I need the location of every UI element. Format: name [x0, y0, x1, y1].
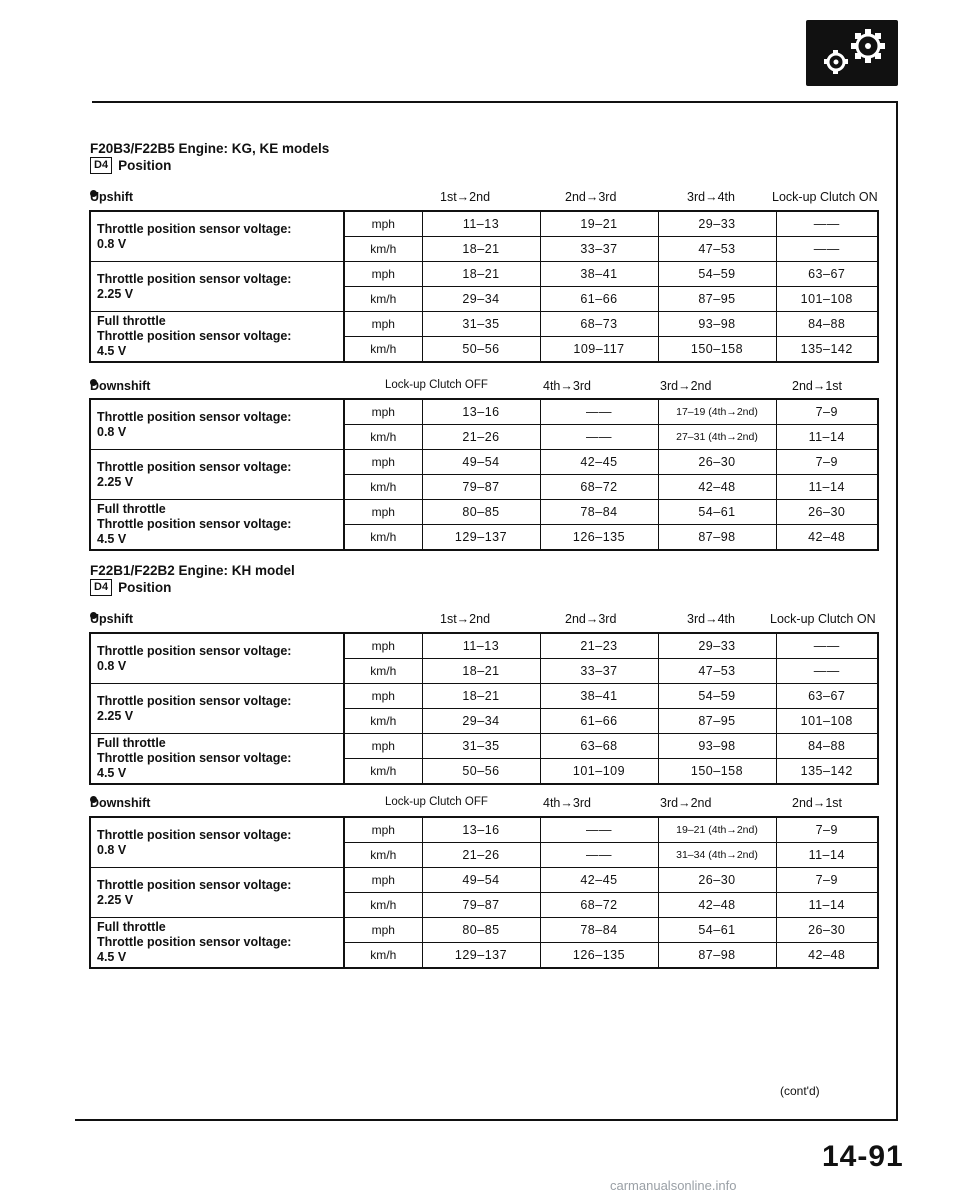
speed-cell: 54–59: [658, 262, 776, 287]
speed-cell: 42–45: [540, 450, 658, 475]
col-header: 3rd→2nd: [660, 379, 712, 393]
speed-cell: 61–66: [540, 709, 658, 734]
condition-label-line: Throttle position sensor voltage:: [97, 459, 292, 474]
condition-label: [90, 450, 344, 500]
unit-cell: km/h: [344, 893, 422, 918]
speed-cell: 18–21: [422, 684, 540, 709]
unit-cell: km/h: [344, 425, 422, 450]
condition-label-line: 0.8 V: [97, 658, 127, 673]
mode-text: Upshift: [90, 612, 134, 626]
position-label: Position: [118, 580, 172, 595]
unit-cell: mph: [344, 450, 422, 475]
unit-cell: km/h: [344, 337, 422, 363]
unit-cell: km/h: [344, 709, 422, 734]
unit-cell: mph: [344, 918, 422, 943]
speed-cell: 54–61: [658, 500, 776, 525]
table-row: [90, 500, 878, 525]
unit-cell: mph: [344, 500, 422, 525]
speed-cell: ——: [540, 843, 658, 868]
col-header: 4th→3rd: [543, 796, 591, 810]
mode-text: Upshift: [90, 190, 134, 204]
upshift-header: [90, 612, 880, 630]
speed-cell: 21–26: [422, 843, 540, 868]
condition-label: [90, 918, 344, 969]
speed-cell: 26–30: [776, 918, 878, 943]
speed-cell: 31–35: [422, 312, 540, 337]
mode-text: Downshift: [90, 796, 151, 810]
speed-cell: 27–31 (4th→2nd): [658, 425, 776, 450]
table-row: [90, 684, 878, 709]
condition-label: [90, 684, 344, 734]
speed-cell: 49–54: [422, 450, 540, 475]
condition-label-line: Full throttle: [97, 502, 166, 516]
speed-cell: 63–68: [540, 734, 658, 759]
speed-cell: 87–95: [658, 709, 776, 734]
speed-cell: 101–109: [540, 759, 658, 785]
condition-label: [90, 211, 344, 262]
speed-cell: 93–98: [658, 312, 776, 337]
speed-cell: 29–34: [422, 709, 540, 734]
speed-cell: 47–53: [658, 237, 776, 262]
col-header: 2nd→3rd: [565, 612, 617, 626]
speed-cell: 26–30: [658, 450, 776, 475]
condition-label: [90, 734, 344, 785]
speed-cell: 11–14: [776, 475, 878, 500]
speed-cell: 84–88: [776, 312, 878, 337]
speed-cell: 78–84: [540, 918, 658, 943]
condition-label-line: Throttle position sensor voltage:: [97, 935, 292, 949]
speed-cell: 13–16: [422, 817, 540, 843]
position-line: [90, 157, 171, 174]
speed-cell: 87–95: [658, 287, 776, 312]
col-header: Lock-up Clutch ON: [770, 612, 876, 626]
speed-cell: ——: [776, 211, 878, 237]
continued-note: (cont'd): [780, 1084, 820, 1098]
speed-cell: 11–13: [422, 211, 540, 237]
speed-cell: ——: [776, 633, 878, 659]
unit-cell: mph: [344, 399, 422, 425]
unit-cell: km/h: [344, 475, 422, 500]
bottom-rule: [75, 1119, 898, 1121]
speed-cell: 126–135: [540, 525, 658, 551]
condition-label-line: Throttle position sensor voltage:: [97, 329, 292, 343]
condition-label: [90, 500, 344, 551]
col-header: 3rd→4th: [687, 612, 735, 626]
shift-table: [89, 210, 879, 363]
speed-cell: 79–87: [422, 475, 540, 500]
speed-cell: 129–137: [422, 943, 540, 969]
col-header: Lock-up Clutch ON: [772, 190, 878, 204]
col-header: Lock-up Clutch OFF: [385, 379, 488, 391]
speed-cell: 7–9: [776, 817, 878, 843]
col-header: 1st→2nd: [440, 190, 491, 204]
speed-cell: 84–88: [776, 734, 878, 759]
condition-label-line: Throttle position sensor voltage:: [97, 877, 292, 892]
unit-cell: mph: [344, 262, 422, 287]
table-row: [90, 868, 878, 893]
speed-cell: 17–19 (4th→2nd): [658, 399, 776, 425]
speed-cell: 68–72: [540, 475, 658, 500]
condition-label: [90, 868, 344, 918]
speed-cell: 26–30: [658, 868, 776, 893]
table-row: [90, 450, 878, 475]
watermark: carmanualsonline.info: [610, 1178, 737, 1193]
condition-label-line: 4.5 V: [97, 766, 127, 780]
unit-cell: km/h: [344, 525, 422, 551]
speed-cell: 79–87: [422, 893, 540, 918]
col-header: 4th→3rd: [543, 379, 591, 393]
table-row: [90, 312, 878, 337]
condition-label-line: 4.5 V: [97, 532, 127, 546]
right-rule: [896, 101, 898, 1121]
speed-cell: 54–61: [658, 918, 776, 943]
speed-cell: ——: [540, 399, 658, 425]
table-row: [90, 817, 878, 843]
speed-cell: 29–34: [422, 287, 540, 312]
page-number: 14-91: [822, 1140, 904, 1173]
speed-cell: 26–30: [776, 500, 878, 525]
speed-cell: 38–41: [540, 262, 658, 287]
speed-cell: 101–108: [776, 287, 878, 312]
shift-table: [89, 398, 879, 551]
speed-cell: 150–158: [658, 337, 776, 363]
speed-cell: 126–135: [540, 943, 658, 969]
speed-cell: 7–9: [776, 399, 878, 425]
speed-cell: 18–21: [422, 262, 540, 287]
speed-cell: 7–9: [776, 450, 878, 475]
speed-cell: 29–33: [658, 211, 776, 237]
unit-cell: mph: [344, 817, 422, 843]
speed-cell: 87–98: [658, 943, 776, 969]
condition-label: [90, 262, 344, 312]
condition-label-line: 2.25 V: [97, 708, 134, 723]
table-row: [90, 633, 878, 659]
condition-label-line: 0.8 V: [97, 842, 127, 857]
speed-cell: 19–21: [540, 211, 658, 237]
speed-cell: 93–98: [658, 734, 776, 759]
condition-label-line: Throttle position sensor voltage:: [97, 827, 292, 842]
condition-label-line: Throttle position sensor voltage:: [97, 517, 292, 531]
shift-table: [89, 816, 879, 969]
unit-cell: mph: [344, 868, 422, 893]
mode-text: Downshift: [90, 379, 151, 393]
section-title: F20B3/F22B5 Engine: KG, KE models: [90, 141, 330, 156]
condition-label-line: 2.25 V: [97, 892, 134, 907]
speed-cell: 54–59: [658, 684, 776, 709]
position-line: [90, 579, 171, 596]
speed-cell: 63–67: [776, 684, 878, 709]
speed-cell: 78–84: [540, 500, 658, 525]
shift-table: [89, 632, 879, 785]
condition-label-line: 0.8 V: [97, 236, 127, 251]
unit-cell: mph: [344, 633, 422, 659]
speed-cell: 7–9: [776, 868, 878, 893]
condition-label-line: Full throttle: [97, 920, 166, 934]
speed-cell: ——: [540, 425, 658, 450]
condition-label-line: Throttle position sensor voltage:: [97, 643, 292, 658]
condition-label: [90, 817, 344, 868]
col-header: 2nd→3rd: [565, 190, 617, 204]
speed-cell: 135–142: [776, 759, 878, 785]
unit-cell: km/h: [344, 943, 422, 969]
speed-cell: 68–73: [540, 312, 658, 337]
speed-cell: 80–85: [422, 918, 540, 943]
speed-cell: 42–48: [658, 475, 776, 500]
condition-label-line: Throttle position sensor voltage:: [97, 221, 292, 236]
d4-badge: D4: [90, 157, 112, 174]
speed-cell: 21–26: [422, 425, 540, 450]
position-label: Position: [118, 158, 172, 173]
downshift-header: [90, 379, 880, 397]
unit-cell: mph: [344, 211, 422, 237]
unit-cell: km/h: [344, 237, 422, 262]
condition-label-line: Full throttle: [97, 314, 166, 328]
table-row: [90, 262, 878, 287]
condition-label-line: 2.25 V: [97, 286, 134, 301]
speed-cell: 42–48: [776, 943, 878, 969]
speed-cell: 68–72: [540, 893, 658, 918]
speed-cell: 101–108: [776, 709, 878, 734]
speed-cell: 29–33: [658, 633, 776, 659]
speed-cell: 18–21: [422, 237, 540, 262]
speed-cell: 11–13: [422, 633, 540, 659]
speed-cell: 42–48: [776, 525, 878, 551]
speed-cell: 11–14: [776, 425, 878, 450]
condition-label: [90, 399, 344, 450]
unit-cell: mph: [344, 684, 422, 709]
speed-cell: 31–34 (4th→2nd): [658, 843, 776, 868]
condition-label-line: 2.25 V: [97, 474, 134, 489]
speed-cell: 109–117: [540, 337, 658, 363]
speed-cell: 31–35: [422, 734, 540, 759]
downshift-header: [90, 796, 880, 814]
gears-logo-icon: [806, 20, 898, 86]
condition-label-line: Throttle position sensor voltage:: [97, 693, 292, 708]
speed-cell: 33–37: [540, 237, 658, 262]
speed-cell: ——: [540, 817, 658, 843]
speed-cell: 129–137: [422, 525, 540, 551]
condition-label: [90, 633, 344, 684]
speed-cell: 42–45: [540, 868, 658, 893]
condition-label-line: Throttle position sensor voltage:: [97, 409, 292, 424]
condition-label-line: 4.5 V: [97, 344, 127, 358]
table-row: [90, 918, 878, 943]
speed-cell: 33–37: [540, 659, 658, 684]
speed-cell: 13–16: [422, 399, 540, 425]
speed-cell: 18–21: [422, 659, 540, 684]
unit-cell: km/h: [344, 287, 422, 312]
condition-label-line: 4.5 V: [97, 950, 127, 964]
condition-label-line: Throttle position sensor voltage:: [97, 271, 292, 286]
upshift-header: [90, 190, 880, 208]
unit-cell: km/h: [344, 843, 422, 868]
speed-cell: 19–21 (4th→2nd): [658, 817, 776, 843]
speed-cell: ——: [776, 659, 878, 684]
col-header: 3rd→4th: [687, 190, 735, 204]
section-title: F22B1/F22B2 Engine: KH model: [90, 563, 295, 578]
speed-cell: 42–48: [658, 893, 776, 918]
speed-cell: 87–98: [658, 525, 776, 551]
speed-cell: 21–23: [540, 633, 658, 659]
condition-label-line: Full throttle: [97, 736, 166, 750]
table-row: [90, 734, 878, 759]
table-row: [90, 399, 878, 425]
speed-cell: 38–41: [540, 684, 658, 709]
condition-label: [90, 312, 344, 363]
col-header: 2nd→1st: [792, 379, 843, 393]
speed-cell: 11–14: [776, 893, 878, 918]
col-header: 3rd→2nd: [660, 796, 712, 810]
speed-cell: 61–66: [540, 287, 658, 312]
unit-cell: km/h: [344, 759, 422, 785]
speed-cell: 11–14: [776, 843, 878, 868]
unit-cell: km/h: [344, 659, 422, 684]
col-header: Lock-up Clutch OFF: [385, 796, 488, 808]
unit-cell: mph: [344, 734, 422, 759]
speed-cell: 63–67: [776, 262, 878, 287]
speed-cell: 50–56: [422, 759, 540, 785]
condition-label-line: 0.8 V: [97, 424, 127, 439]
speed-cell: 80–85: [422, 500, 540, 525]
speed-cell: 135–142: [776, 337, 878, 363]
condition-label-line: Throttle position sensor voltage:: [97, 751, 292, 765]
speed-cell: 47–53: [658, 659, 776, 684]
table-row: [90, 211, 878, 237]
col-header: 1st→2nd: [440, 612, 491, 626]
col-header: 2nd→1st: [792, 796, 843, 810]
top-rule: [92, 101, 898, 103]
d4-badge: D4: [90, 579, 112, 596]
speed-cell: ——: [776, 237, 878, 262]
speed-cell: 49–54: [422, 868, 540, 893]
unit-cell: mph: [344, 312, 422, 337]
speed-cell: 150–158: [658, 759, 776, 785]
speed-cell: 50–56: [422, 337, 540, 363]
